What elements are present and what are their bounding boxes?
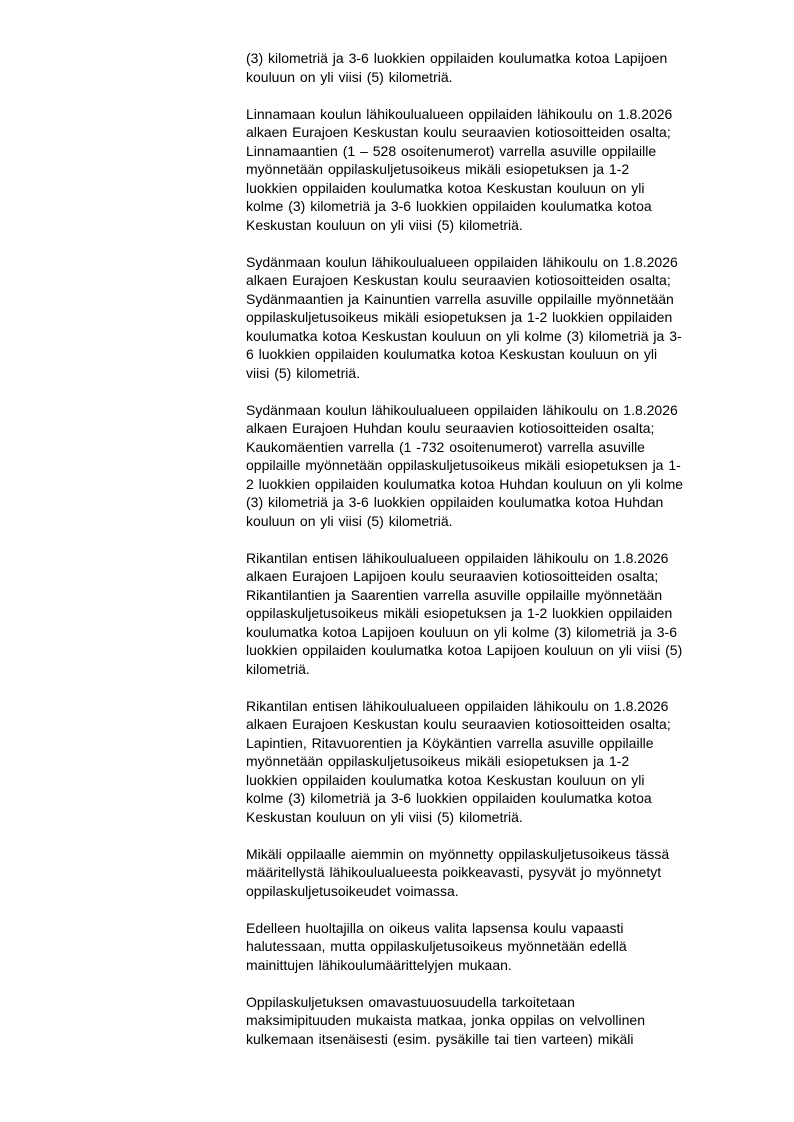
paragraph-linnamaa	[246, 105, 746, 235]
text-line: Keskustan kouluun on yli viisi (5) kilometriä.	[246, 216, 523, 233]
text-line: halutessaan, mutta oppilaskuljetusoikeus myönnetään edellä	[246, 938, 627, 954]
text-line: Lapintien, Ritavuorentien ja Köykäntien varrella asuville oppilaille	[246, 734, 654, 751]
text-line: (3) kilometriä ja 3-6 luokkien oppilaiden koulumatka kotoa Lapijoen	[246, 50, 668, 66]
paragraph-existing-rights	[246, 845, 746, 901]
text-line: kolme (3) kilometriä ja 3-6 luokkien oppilaiden koulumatka kotoa	[246, 790, 652, 806]
text-line: Sydänmaantien ja Kainuntien varrella asuville oppilaille myönnetään	[246, 290, 674, 307]
text-line: (3) kilometriä ja 3-6 luokkien oppilaiden koulumatka kotoa Huhdan	[246, 494, 664, 510]
text-line: maksimipituuden mukaista matkaa, jonka oppilas on velvollinen	[246, 1012, 645, 1028]
paragraph-school-choice	[246, 919, 746, 975]
text-line: Keskustan kouluun on yli viisi (5) kilometriä.	[246, 808, 523, 825]
text-line: kilometriä.	[246, 660, 310, 677]
paragraph-rikantila-keskusta	[246, 697, 746, 827]
text-line: oppilaskuljetusoikeus mikäli esiopetuksen ja 1-2 luokkien oppilaiden	[246, 309, 673, 325]
text-line: alkaen Eurajoen Keskustan koulu seuraavien kotiosoitteiden osalta;	[246, 272, 671, 288]
text-line: Sydänmaan koulun lähikoulualueen oppilaiden lähikoulu on 1.8.2026	[246, 253, 678, 270]
text-line: mainittujen lähikoulumäärittelyjen mukaan.	[246, 956, 512, 973]
text-line: määritellystä lähikoulualueesta poikkeavasti, pysyvät jo myönnetyt	[246, 864, 662, 880]
text-line: Rikantilan entisen lähikoulualueen oppilaiden lähikoulu on 1.8.2026	[246, 697, 669, 714]
text-line: Linnamaantien (1 – 528 osoitenumerot) varrella asuville oppilaille	[246, 142, 657, 159]
text-line: oppilaskuljetusoikeudet voimassa.	[246, 882, 459, 899]
text-line: viisi (5) kilometriä.	[246, 364, 361, 381]
text-line: kulkemaan itsenäisesti (esim. pysäkille tai tien varteen) mikäli	[246, 1030, 634, 1047]
text-line: luokkien oppilaiden koulumatka kotoa Lapijoen kouluun on yli viisi (5)	[246, 642, 683, 658]
text-line: kouluun on yli viisi (5) kilometriä.	[246, 512, 453, 529]
text-line: kouluun on yli viisi (5) kilometriä.	[246, 68, 453, 85]
paragraph-sydanmaa-keskusta	[246, 253, 746, 383]
text-line: myönnetään oppilaskuljetusoikeus mikäli esiopetuksen ja 1-2	[246, 753, 630, 769]
text-line: myönnetään oppilaskuljetusoikeus mikäli esiopetuksen ja 1-2	[246, 161, 630, 177]
text-line: Edelleen huoltajilla on oikeus valita lapsensa koulu vapaasti	[246, 919, 624, 936]
document-page	[246, 49, 746, 1067]
text-line: Sydänmaan koulun lähikoulualueen oppilaiden lähikoulu on 1.8.2026	[246, 401, 678, 418]
text-line: kolme (3) kilometriä ja 3-6 luokkien oppilaiden koulumatka kotoa	[246, 198, 652, 214]
text-line: Mikäli oppilaalle aiemmin on myönnetty oppilaskuljetusoikeus tässä	[246, 845, 670, 862]
text-line: Rikantilantien ja Saarentien varrella asuville oppilaille myönnetään	[246, 586, 663, 603]
text-line: Kaukomäentien varrella (1 -732 osoitenumerot) varrella asuville	[246, 438, 645, 455]
text-line: alkaen Eurajoen Keskustan koulu seuraavien kotiosoitteiden osalta;	[246, 124, 671, 140]
text-line: Oppilaskuljetuksen omavastuuosuudella tarkoitetaan	[246, 993, 575, 1010]
text-line: oppilaskuljetusoikeus mikäli esiopetuksen ja 1-2 luokkien oppilaiden	[246, 605, 673, 621]
paragraph-sydanmaa-huhta	[246, 401, 746, 531]
text-line: 2 luokkien oppilaiden koulumatka kotoa Huhdan kouluun on yli kolme	[246, 475, 684, 492]
text-line: koulumatka kotoa Keskustan kouluun on yli kolme (3) kilometriä ja 3-	[246, 327, 682, 344]
text-line: alkaen Eurajoen Keskustan koulu seuraavien kotiosoitteiden osalta;	[246, 716, 671, 732]
text-line: luokkien oppilaiden koulumatka kotoa Keskustan kouluun on yli	[246, 179, 645, 196]
text-line: alkaen Eurajoen Huhdan koulu seuraavien kotiosoitteiden osalta;	[246, 420, 655, 436]
paragraph-rikantila-lapijoki	[246, 549, 746, 679]
text-line: koulumatka kotoa Lapijoen kouluun on yli kolme (3) kilometriä ja 3-6	[246, 623, 677, 640]
paragraph-self-responsibility	[246, 993, 746, 1049]
paragraph-continuation	[246, 49, 746, 86]
text-line: 6 luokkien oppilaiden koulumatka kotoa Keskustan kouluun on yli	[246, 346, 658, 362]
text-line: Rikantilan entisen lähikoulualueen oppilaiden lähikoulu on 1.8.2026	[246, 549, 669, 566]
text-line: luokkien oppilaiden koulumatka kotoa Keskustan kouluun on yli	[246, 771, 645, 788]
text-line: alkaen Eurajoen Lapijoen koulu seuraavien kotiosoitteiden osalta;	[246, 568, 659, 584]
text-line: oppilaille myönnetään oppilaskuljetusoikeus mikäli esiopetuksen ja 1-	[246, 457, 681, 473]
text-line: Linnamaan koulun lähikoulualueen oppilaiden lähikoulu on 1.8.2026	[246, 105, 673, 122]
